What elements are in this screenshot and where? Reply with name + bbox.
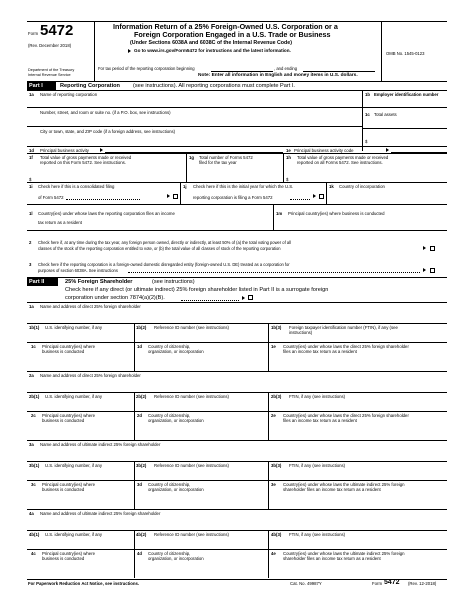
sh1-ftin-label-2: instructions): [289, 330, 313, 335]
sh1-citizenship-num: 1d: [137, 344, 143, 349]
omb-number: OMB No. 1545-0123: [386, 51, 425, 56]
sh2-ref-id-field[interactable]: [135, 399, 268, 410]
sh2-ftin-label-1: FTIN, if any (see instructions): [289, 394, 346, 399]
sh1-principal-country-label-1: Principal country(ies) where: [42, 344, 96, 349]
sh1-tax-country-label-2: files an income tax return as a resident: [283, 349, 357, 354]
arrow-icon: [242, 296, 245, 300]
gross-payments-field[interactable]: [33, 170, 183, 181]
sh3-tax-country-num: 3e: [271, 482, 276, 487]
sh3-ref-id-label: Reference ID number (see instructions): [154, 463, 229, 468]
tax-period-end-field[interactable]: [303, 71, 375, 72]
sh1-tax-country-label-1: Country(ies) under whose laws the direct 25% foreign shareholder: [283, 344, 409, 349]
sh4-principal-country-label-2: business is conducted: [42, 556, 85, 561]
arrow-icon: [313, 194, 316, 198]
sh1-tax-country-num: 1e: [271, 344, 276, 349]
line-1i-label-2: of Form 5472: [38, 195, 64, 200]
line-3-num: 3: [29, 262, 32, 267]
line-1b-label: Employer identification number: [374, 92, 439, 97]
sh1-ref-id-label: Reference ID number (see instructions): [154, 325, 229, 330]
sh2-name-address-field[interactable]: [27, 378, 447, 391]
sh4-name-num: 4a: [29, 511, 34, 516]
foreign-owned-50-checkbox[interactable]: [430, 246, 435, 251]
sh3-tax-country-label-2: shareholder files an income tax return as a resident: [283, 487, 381, 492]
arrow-icon: [100, 148, 103, 152]
sh3-ftin-label-1: FTIN, if any (see instructions): [289, 463, 346, 468]
sh1-principal-country-label-2: business is conducted: [42, 349, 85, 354]
sh3-us-id-field[interactable]: [27, 468, 134, 479]
sh3-citizenship-label-1: Country of citizenship,: [148, 482, 191, 487]
reporting-corporation-name-field[interactable]: [27, 90, 362, 107]
sh2-principal-country-label-2: business is conducted: [42, 418, 85, 423]
sh4-ref-id-field[interactable]: [135, 537, 268, 548]
sh1-ref-id-field[interactable]: [135, 330, 268, 341]
line-2-num: 2: [29, 240, 32, 245]
sh4-citizenship-num: 4d: [137, 551, 143, 556]
sh2-citizenship-field[interactable]: [135, 424, 268, 439]
sh4-ftin-num: 4b(3): [271, 532, 282, 537]
line-1i-num: 1i: [29, 184, 33, 189]
sh4-principal-country-num: 4c: [31, 551, 36, 556]
part1-label: Part I: [27, 82, 56, 90]
line-1h-num: 1h: [286, 155, 292, 160]
goto-instructions: Go to www.irs.gov/Form5472 for instructions and the latest information.: [134, 48, 291, 53]
sh1-us-id-num: 1b(1): [29, 325, 40, 330]
street-address-field[interactable]: [27, 107, 362, 126]
line-1k-label: Country of incorporation: [339, 184, 385, 189]
sh1-citizenship-field[interactable]: [135, 355, 268, 370]
foreign-owned-de-checkbox[interactable]: [430, 268, 435, 273]
sh2-principal-country-label-1: Principal country(ies) where: [42, 413, 96, 418]
tax-period-begin-field[interactable]: [211, 71, 273, 72]
sh3-ftin-field[interactable]: [269, 473, 447, 480]
sh4-citizenship-label-1: Country of citizenship,: [148, 551, 191, 556]
sh2-ftin-field[interactable]: [269, 404, 447, 411]
form-title-line2: Foreign Corporation Engaged in a U.S. Trade or Business: [134, 30, 331, 39]
sh3-us-id-num: 3b(1): [29, 463, 40, 468]
surrogate-check-text-1: Check here if any direct (or ultimate indirect) 25% foreign shareholder listed in Part II is a surrogate foreign: [65, 287, 329, 293]
sh3-name-label: Name and address of ultimate indirect 25% foreign shareholder: [40, 442, 161, 447]
revision-date: (Rev. December 2018): [28, 43, 72, 48]
sh2-citizenship-label-1: Country of citizenship,: [148, 413, 191, 418]
sh4-tax-country-field[interactable]: [269, 562, 447, 577]
sh2-name-num: 2a: [29, 373, 34, 378]
line-1j-num: 1j: [183, 184, 187, 189]
tax-period-label: For tax period of the reporting corporation beginning: [98, 66, 195, 71]
line-1d-num: 1d: [29, 148, 35, 153]
line-1m-label: Principal country(ies) where business is conducted: [288, 211, 385, 216]
footer-form-number: 5472: [384, 579, 400, 586]
line-1e-num: 1e: [286, 148, 291, 153]
surrogate-check-text-2: corporation under section 7874(a)(2)(B).: [65, 295, 165, 301]
city-label: City or town, state, and ZIP code (if a foreign address, see instructions): [40, 129, 176, 134]
line-1l-num: 1l: [29, 211, 33, 216]
form-word: Form: [28, 31, 39, 36]
line-1j-label-1: Check here if this is the initial year for which the U.S.: [193, 184, 294, 189]
sh1-ftin-label-1: Foreign taxpayer identification number (FTIN), if any (see: [289, 325, 398, 330]
part1-subtitle: (see instructions). All reporting corporations must complete Part I.: [133, 83, 295, 89]
total-assets-dollar: $: [365, 139, 368, 144]
footer-revision: (Rev. 12-2018): [408, 581, 437, 586]
sh4-tax-country-num: 4e: [271, 551, 276, 556]
sh2-ftin-num: 2b(3): [271, 394, 282, 399]
sh2-us-id-label: U.S. identifying number, if any: [45, 394, 103, 399]
sh4-ref-id-label: Reference ID number (see instructions): [154, 532, 229, 537]
sh1-principal-country-field[interactable]: [27, 355, 134, 370]
form-number: 5472: [40, 22, 74, 39]
city-state-zip-field[interactable]: [27, 126, 362, 146]
sh1-name-address-field[interactable]: [27, 309, 447, 322]
total-forms-field[interactable]: [188, 168, 283, 181]
part2-label: Part II: [27, 278, 58, 286]
sh3-name-num: 3a: [29, 442, 34, 447]
sh2-us-id-field[interactable]: [27, 399, 134, 410]
line-1h-dollar: $: [286, 177, 289, 182]
sh2-tax-country-num: 2e: [271, 413, 276, 418]
paperwork-notice: For Paperwork Reduction Act Notice, see instructions.: [28, 581, 140, 586]
line-1j-label-2: reporting corporation is filing a Form 5472: [193, 195, 273, 200]
sh3-principal-country-label-1: Principal country(ies) where: [42, 482, 96, 487]
sh2-citizenship-label-2: organization, or incorporation: [148, 418, 204, 423]
note-text: Note: Enter all information in English and money items in U.S. dollars.: [198, 73, 358, 78]
line-3-text-1: Check here if the reporting corporation is a foreign-owned domestic disregarded entity (foreign-owned U.S. DE) treated as a corporation for: [38, 262, 290, 267]
sh2-principal-country-field[interactable]: [27, 424, 134, 439]
arrow-icon: [423, 268, 426, 272]
line-1f-label-2: reported on this Form 5472. See instructions.: [40, 160, 126, 165]
total-assets-field[interactable]: [369, 132, 447, 146]
line-1c-num: 1c: [365, 112, 370, 117]
sh1-ref-id-num: 1b(2): [136, 325, 147, 330]
sh3-citizenship-field[interactable]: [135, 493, 268, 508]
sh4-citizenship-field[interactable]: [135, 562, 268, 577]
line-3-text-2: purposes of section 6038A. See instructions: [38, 268, 118, 273]
line-1f-dollar: $: [29, 177, 32, 182]
sh1-ftin-num: 1b(3): [271, 325, 282, 330]
part2-subtitle: (see instructions): [152, 279, 195, 285]
line-1g-label-2: filed for the tax year: [199, 160, 237, 165]
line-1l-label-2: tax return as a resident: [38, 220, 82, 225]
part1-title: Reporting Corporation: [60, 83, 120, 89]
form-title-line1: Information Return of a 25% Foreign-Owned U.S. Corporation or a: [113, 22, 338, 31]
line-1k-num: 1k: [329, 184, 334, 189]
sh1-name-num: 1a: [29, 304, 34, 309]
street-label: Number, street, and room or suite no. (if a P.O. box, see instructions): [40, 110, 171, 115]
sh4-name-label: Name and address of ultimate indirect 25% foreign shareholder: [40, 511, 161, 516]
sh2-principal-country-num: 2c: [31, 413, 36, 418]
line-1f-num: 1f: [29, 155, 33, 160]
part2-title: 25% Foreign Shareholder: [65, 279, 133, 285]
arrow-icon: [423, 246, 426, 250]
arrow-icon: [128, 49, 131, 53]
sh3-ref-id-field[interactable]: [135, 468, 268, 479]
line-1a-num: 1a: [29, 92, 34, 97]
line-2-text-1: Check here if, at any time during the tax year, any foreign person owned, directly or indirectly, at least 50% of (a) the total voting power of all: [38, 240, 291, 245]
sh4-name-address-field[interactable]: [27, 516, 447, 529]
sh2-ref-id-num: 2b(2): [136, 394, 147, 399]
sh2-ref-id-label: Reference ID number (see instructions): [154, 394, 229, 399]
line-1g-num: 1g: [189, 155, 195, 160]
footer-form-word: Form: [372, 581, 383, 586]
initial-year-checkbox[interactable]: [319, 194, 324, 199]
sh3-us-id-label: U.S. identifying number, if any: [45, 463, 103, 468]
sh3-tax-country-field[interactable]: [269, 493, 447, 508]
sh4-ref-id-num: 4b(2): [136, 532, 147, 537]
line-1e-label: Principal business activity code: [294, 148, 354, 153]
sh4-tax-country-label-1: Country(ies) under whose laws the ultimate indirect 25% foreign: [283, 551, 405, 556]
and-ending-label: , and ending: [274, 66, 298, 71]
line-1b-num: 1b: [365, 92, 371, 97]
line-1i-label-1: Check here if this is a consolidated filing: [38, 184, 115, 189]
sh4-us-id-field[interactable]: [27, 537, 134, 548]
sh4-tax-country-label-2: shareholder files an income tax return as a resident: [283, 556, 381, 561]
principal-country-field[interactable]: [274, 217, 447, 230]
form-subtitle: (Under Sections 6038A and 6038C of the Internal Revenue Code): [130, 40, 292, 46]
sh2-tax-country-label-1: Country(ies) under whose laws the direct 25% foreign shareholder: [283, 413, 409, 418]
sh1-citizenship-label-2: organization, or incorporation: [148, 349, 204, 354]
sh3-name-address-field[interactable]: [27, 447, 447, 460]
line-1h-label-2: reported on all Forms 5472. See instructions.: [297, 160, 383, 165]
sh4-principal-country-label-1: Principal country(ies) where: [42, 551, 96, 556]
sh1-ftin-field[interactable]: [269, 335, 447, 342]
country-of-incorporation-field[interactable]: [327, 190, 447, 203]
line-1c-label: Total assets: [374, 112, 397, 117]
sh3-ref-id-num: 3b(2): [136, 463, 147, 468]
sh1-citizenship-label-1: Country of citizenship,: [148, 344, 191, 349]
surrogate-foreign-corp-checkbox[interactable]: [248, 295, 253, 300]
sh4-ftin-field[interactable]: [269, 542, 447, 549]
sh1-us-id-label: U.S. identifying number, if any: [45, 325, 103, 330]
line-1l-label-1: Country(ies) under whose laws the reporting corporation files an income: [38, 211, 175, 216]
sh4-us-id-num: 4b(1): [29, 532, 40, 537]
irs-name: Internal Revenue Service: [28, 73, 71, 77]
line-1m-num: 1m: [276, 211, 283, 216]
sh1-us-id-field[interactable]: [27, 330, 134, 341]
sh2-tax-country-field[interactable]: [269, 424, 447, 439]
line-1f-label-1: Total value of gross payments made or received: [40, 155, 132, 160]
all-forms-payments-field[interactable]: [291, 170, 447, 181]
sh3-principal-country-num: 3c: [31, 482, 36, 487]
department: Department of the Treasury: [28, 68, 75, 72]
sh4-ftin-label-1: FTIN, if any (see instructions): [289, 532, 346, 537]
sh3-ftin-num: 3b(3): [271, 463, 282, 468]
sh3-tax-country-label-1: Country(ies) under whose laws the ultimate indirect 25% foreign: [283, 482, 405, 487]
sh4-us-id-label: U.S. identifying number, if any: [45, 532, 103, 537]
sh4-citizenship-label-2: organization, or incorporation: [148, 556, 204, 561]
sh3-principal-country-label-2: business is conducted: [42, 487, 85, 492]
line-1a-label: Name of reporting corporation: [40, 92, 98, 97]
sh1-name-label: Name and address of direct 25% foreign shareholder: [40, 304, 141, 309]
sh2-us-id-num: 2b(1): [29, 394, 40, 399]
arrow-icon: [386, 148, 389, 152]
sh3-principal-country-field[interactable]: [27, 493, 134, 508]
line-1h-label-1: Total value of gross payments made or received: [297, 155, 389, 160]
line-2-text-2: classes of the stock of the reporting corporation entitled to vote, or (b) the total value of all classes of stock of the reporting corporation: [38, 246, 281, 251]
sh3-citizenship-label-2: organization, or incorporation: [148, 487, 204, 492]
sh1-principal-country-num: 1c: [31, 344, 36, 349]
arrow-icon: [167, 194, 170, 198]
sh3-citizenship-num: 3d: [137, 482, 143, 487]
line-1g-label-1: Total number of Forms 5472: [199, 155, 253, 160]
line-1d-label: Principal business activity: [40, 148, 89, 153]
sh2-tax-country-label-2: files an income tax return as a resident: [283, 418, 357, 423]
catalog-number: Cat. No. 49987Y: [290, 581, 322, 586]
consolidated-filing-checkbox[interactable]: [173, 194, 178, 199]
sh1-tax-country-field[interactable]: [269, 355, 447, 370]
sh2-citizenship-num: 2d: [137, 413, 143, 418]
sh4-principal-country-field[interactable]: [27, 562, 134, 577]
sh2-name-label: Name and address of direct 25% foreign shareholder: [40, 373, 141, 378]
